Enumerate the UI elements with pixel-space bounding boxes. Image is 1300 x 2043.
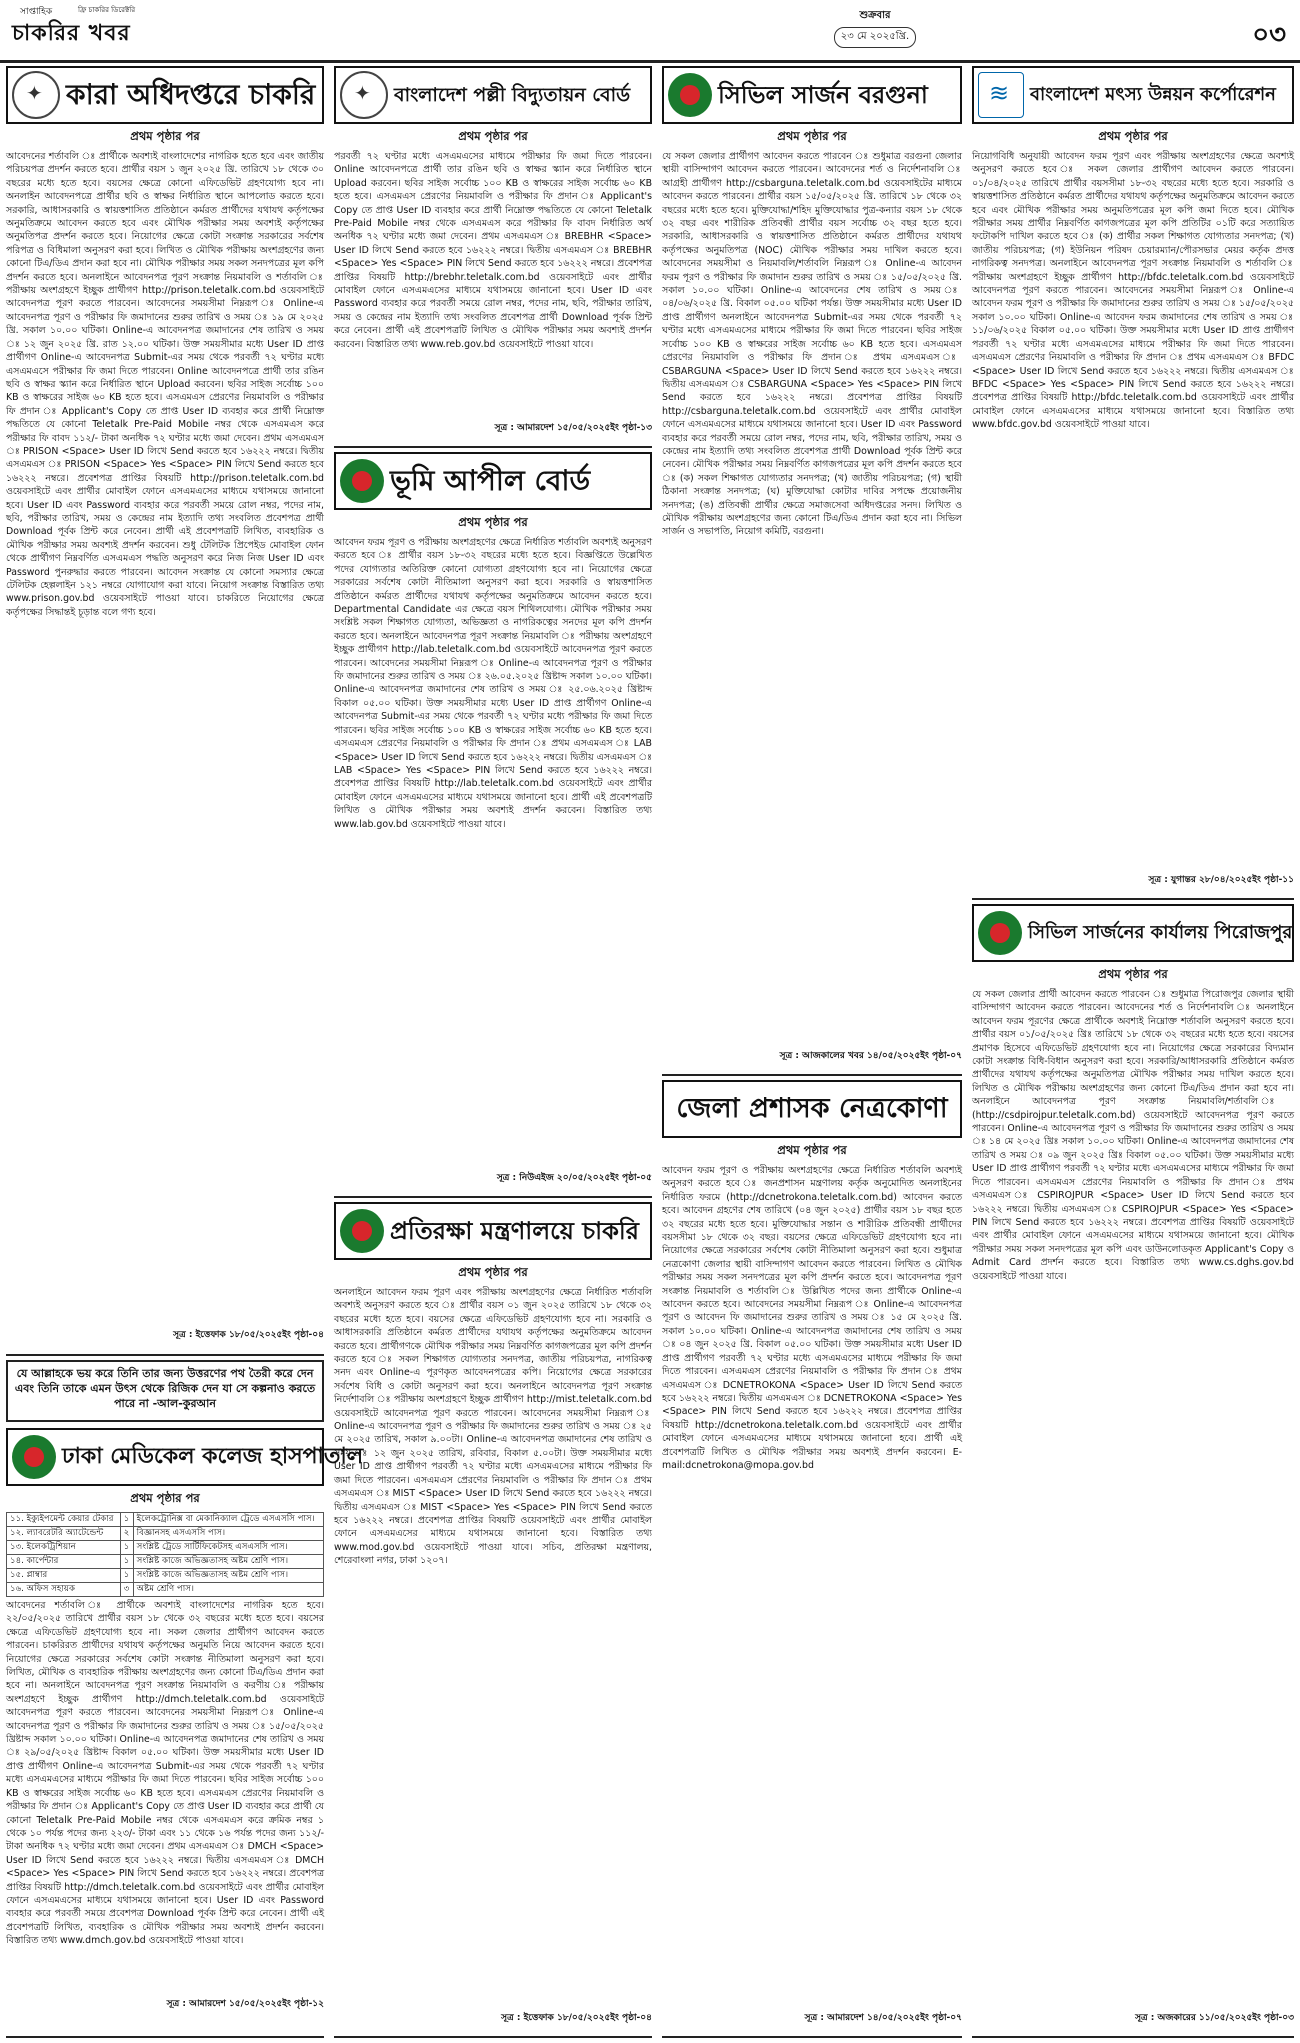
article-title: সিভিল সার্জন বরগুনা [718,81,928,109]
article-title: সিভিল সার্জনের কার্যালয় পিরোজপুর [1028,922,1293,943]
section-label: প্রথম পৃষ্ঠার পর [130,129,200,143]
article-body: যে সকল জেলার প্রার্থীগণ আবেদন করতে পারবেন ঃ শুধুমাত্র বরগুনা জেলার স্থায়ী বাসিন্দাগণ আবেদন করতে পারবেন। আবেদনের শর্ত ও নির্দেশনাবলি ঃ আগ্রহী প্রার্থীগণ http://csbarguna.teletalk.com.bd ওয়েবসাইটের মাধ্যমে আবেদন করতে পারবেন। প্রার্থীর বয়স ১৫/০৫/২০২৫ খ্রি. তারিখে ১৮ থেকে ৩২ বছরের মধ্যে হতে হবে। মুক্তিযোদ্ধা/শহিদ মুক্তিযোদ্ধার পুত্র-কন্যার বয়স ১৮ থেকে ৩২ বছর এবং শারীরিক প্রতিবন্ধী প্রার্থীর বয়স সর্বোচ্চ ৩২ বছর হতে হবে। সরকারি, আধাসরকারি ও স্বায়ত্তশাসিত প্রতিষ্ঠানে কর্মরত প্রার্থীদের যথাযথ কর্তৃপক্ষের অনুমতিপত্র (NOC) মৌখিক পরীক্ষার সময় দাখিল করতে হবে। আবেদনের সময়সীমা ও নিয়মাবলি/শর্তাবলি নিম্নরূপ ঃ Online-এ আবেদন ফরম পূরণ ও পরীক্ষার ফি জমাদান শুরুর তারিখ ও সময় ঃ ১৫/০৫/২০২৫ খ্রি. সকাল ১০.০০ ঘটিকা। Online-এ আবেদনের শেষ তারিখ ও সময় ঃ ০৪/০৬/২০২৫ খ্রি. বিকাল ০৫.০০ ঘটিকা পর্যন্ত। উক্ত সময়সীমার মধ্যে User ID প্রাপ্ত প্রার্থীগণ অনলাইনে আবেদনপত্র Submit-এর সময় থেকে পরবর্তী ৭২ ঘণ্টার মধ্যে এসএমএসের মাধ্যমে পরীক্ষার ফি জমা দিতে পারবেন। ছবির সাইজ সর্বোচ্চ ১০০ KB ও স্বাক্ষরের সাইজ সর্বোচ্চ ৬০ KB হতে হবে। এসএমএস প্রেরণের নিয়মাবলি ও পরীক্ষার ফি প্রদান ঃ প্রথম এসএমএস ঃ CSBARGUNA <Space> User ID লিখে Send করতে হবে ১৬২২২ নম্বরে। দ্বিতীয় এসএমএস ঃ CSBARGUNA <Space> Yes <Space> PIN লিখে Send করতে হবে ১৬২২২ নম্বরে। প্রবেশপত্র প্রাপ্তির বিষয়টি http://csbarguna.teletalk.com.bd ওয়েবসাইটে এবং প্রার্থীর মোবাইল ফোনে এসএমএসের মাধ্যমে যথাসময়ে জানানো হবে। User ID এবং Password ব্যবহার করে পরবর্তী সময়ে রোল নম্বর, পদের নাম, ছবি, পরীক্ষার তারিখ, সময় ও কেন্দ্রের নাম ইত্যাদি তথ্য সংবলিত প্রবেশপত্র প্রার্থী Download পূর্বক প্রিন্ট করে নেবেন। মৌখিক পরীক্ষার সময় নিম্নবর্ণিত কাগজপত্রের মূল কপি প্রদর্শন করতে হবে ঃ (ক) সকল শিক্ষাগত যোগ্যতার সনদপত্র; (খ) জাতীয় পরিচয়পত্র; (গ) স্থায়ী ঠিকানা সংক্রান্ত সনদপত্র; (ঘ) মুক্তিযোদ্ধা কোটার দাবির সপক্ষে প্রয়োজনীয় সনদপত্র; (ঙ) প্রতিবন্ধী প্রার্থীর ক্ষেত্রে সমাজসেবা অধিদপ্তরের সনদ। লিখিত ও মৌখিক পরীক্ষায় অংশগ্রহণের জন্য কোনো টিএ/ডিএ প্রদান করা হবে না। সিভিল সার্জন ও সভাপতি, নিয়োগ কমিটি, বরগুনা। [662,151,962,538]
section-label: প্রথম পৃষ্ঠার পর [458,129,528,143]
article-source: সূত্র : ইত্তেফাক ১৮/০৫/২০২৫ইং পৃষ্ঠা-০৪ [173,1330,324,1340]
govt-seal-icon [340,1209,384,1253]
breb-logo-icon [340,71,388,119]
article-bfdc [972,66,1294,900]
article-title: ঢাকা মেডিকেল কলেজ হাসপাতাল [62,1444,364,1469]
brand-title: চাকরির খবর [12,21,131,46]
article-header [972,904,1294,962]
table-cell: ১৩. ইলেকট্রিশিয়ান [7,1541,121,1555]
govt-seal-icon [12,1435,56,1479]
emblem-icon [12,71,60,119]
article-dmch [6,1428,364,2038]
govt-seal-icon [340,459,384,503]
article-body: আবেদন ফরম পূরণ ও পরীক্ষায় অংশগ্রহণের ক্ষেত্রে নির্ধারিত শর্তাবলি অবশ্যই অনুসরণ করতে হবে ঃ জনপ্রশাসন মন্ত্রণালয় কর্তৃক অনুমোদিত অনলাইনের নির্ধারিত ফরমে (http://dcnetrokona.teletalk.com.bd) আবেদন করতে হবে। আবেদন গ্রহণের শেষ তারিখে (০৪ জুন ২০২৫) প্রার্থীর বয়স ১৮ বছর হতে ৩২ বছরের মধ্যে হতে হবে। মুক্তিযোদ্ধার সন্তান ও শারীরিক প্রতিবন্ধী প্রার্থীদের বয়সসীমা ১৮ থেকে ৩২ বছর। বয়সের ক্ষেত্রে এফিডেভিট গ্রহণযোগ্য হবে না। নিয়োগের ক্ষেত্রে সরকারের সর্বশেষ কোটা নীতিমালা অনুসরণ করা হবে। শুধুমাত্র নেত্রকোণা জেলার স্থায়ী বাসিন্দাগণ আবেদন করতে পারবেন। লিখিত ও মৌখিক পরীক্ষার সময় সকল সনদপত্রের মূল কপি প্রদর্শন করতে হবে। আবেদনপত্র পূরণ সংক্রান্ত নিয়মাবলি ও শর্তাবলি ঃ উল্লিখিত পদের জন্য প্রার্থীকে Online-এ আবেদন করতে হবে। আবেদনের সময়সীমা নিম্নরূপ ঃ Online-এ আবেদনপত্র পূরণ ও আবেদন ফি জমাদানের শুরুর তারিখ ও সময় ঃ ১৫ মে ২০২৫ খ্রি. সকাল ১০.০০ ঘটিকা। Online-এ আবেদনপত্র জমাদানের শেষ তারিখ ও সময় ঃ ০৪ জুন ২০২৫ খ্রি. বিকাল ০৫.০০ ঘটিকা। উক্ত সময়সীমার মধ্যে User ID প্রাপ্ত প্রার্থীগণ পরবর্তী ৭২ ঘণ্টার মধ্যে এসএমএসের মাধ্যমে পরীক্ষার ফি জমা দিতে পারবেন। এসএমএস প্রেরণের নিয়মাবলি ও পরীক্ষার ফি প্রদান ঃ প্রথম এসএমএস ঃ DCNETROKONA <Space> User ID লিখে Send করতে হবে ১৬২২২ নম্বরে। দ্বিতীয় এসএমএস ঃ DCNETROKONA <Space> Yes <Space> PIN লিখে Send করতে হবে ১৬২২২ নম্বরে। প্রবেশপত্র প্রাপ্তির বিষয়টি http://dcnetrokona.teletalk.com.bd ওয়েবসাইটে এবং প্রার্থীর মোবাইল ফোনে এসএমএসের মাধ্যমে যথাসময়ে জানানো হবে। প্রার্থী এই প্রবেশপত্রটি লিখিত ও মৌখিক পরীক্ষার সময় অবশ্যই প্রদর্শন করবেন। E-mail:dcnetrokona@mopa.gov.bd [662,1165,962,1471]
masthead [0,0,1300,63]
table-cell: বিজ্ঞানসহ এসএসসি পাস। [133,1527,323,1541]
article-header [662,66,962,124]
table-cell: ১৫. প্লাম্বার [7,1569,121,1583]
article-source: সূত্র : আমারদেশ ১৫/০৫/২০২৫ইং পৃষ্ঠা-১৩ [494,423,652,433]
article-title: প্রতিরক্ষা মন্ত্রণালয়ে চাকরি [390,1217,640,1245]
section-label: প্রথম পৃষ্ঠার পর [130,1491,200,1505]
article-title: ভূমি আপীল বোর্ড [390,464,591,497]
table-cell: ১ [120,1541,133,1555]
table-cell: ১২. ল্যাবরেটরি অ্যাটেন্ডেন্ট [7,1527,121,1541]
page-number: ০৩ [1252,20,1286,50]
article-source: সূত্র : আমারদেশ ১৫/০৫/২০২৫ইং পৃষ্ঠা-১২ [166,1999,324,2009]
table-row [7,1541,324,1555]
fish-logo-icon [978,72,1024,118]
table-cell: ১ [120,1513,133,1527]
table-cell: ৩ [120,1583,133,1597]
brand-logo [8,2,178,54]
weekly-label: সাপ্তাহিক [20,7,53,17]
issue-day: শুক্রবার [859,10,891,21]
govt-seal-icon [978,911,1022,955]
article-source: সূত্র : নিউএইজ ২০/০৫/২০২৫ইং পৃষ্ঠা-০৫ [496,1173,652,1183]
article-header [334,1202,652,1260]
article-source: সূত্র : অজকারের ১১/০৫/২০২৫ইং পৃষ্ঠা-০৩ [1135,2013,1294,2023]
article-source: সূত্র : আজকালের খবর ১৪/০৫/২০২৫ইং পৃষ্ঠা-০৭ [779,1051,962,1061]
section-label: প্রথম পৃষ্ঠার পর [458,515,528,529]
table-cell: অষ্টম শ্রেণি পাস। [133,1583,323,1597]
article-kara [6,66,324,1356]
article-title: বাংলাদেশ মৎস্য উন্নয়ন কর্পোরেশন [1030,84,1276,105]
article-body: নিয়োগবিধি অনুযায়ী আবেদন ফরম পূরণ এবং পরীক্ষায় অংশগ্রহণের ক্ষেত্রে অবশ্যই অনুসরণ করতে হবে ঃ সকল জেলার প্রার্থীগণ আবেদন করতে পারবেন। ০১/০৪/২০২৫ তারিখে প্রার্থীর বয়সসীমা ১৮-৩২ বছরের মধ্যে হতে হবে। সরকারি ও স্বায়ত্তশাসিত প্রতিষ্ঠানে কর্মরত প্রার্থীদের যথাযথ কর্তৃপক্ষের অনুমতিক্রমে আবেদন করতে হবে এবং মৌখিক পরীক্ষার সময় অনুমতিপত্রের মূল কপি জমা দিতে হবে। মৌখিক পরীক্ষার সময় প্রার্থীর নিম্নবর্ণিত কাগজপত্রের মূল কপি প্রতিটির ০১টি করে সত্যায়িত ফটোকপি দাখিল করতে হবে ঃ (ক) প্রার্থীর সকল শিক্ষাগত যোগ্যতার সনদপত্র; (খ) জাতীয় পরিচয়পত্র; (গ) ইউনিয়ন পরিষদ চেয়ারম্যান/পৌরসভার মেয়র কর্তৃক প্রদত্ত নাগরিকত্ব সনদপত্র। অনলাইনে আবেদনপত্র পূরণ সংক্রান্ত নিয়মাবলি ও শর্তাবলি ঃ পরীক্ষায় অংশগ্রহণে ইচ্ছুক প্রার্থীগণ http://bfdc.teletalk.com.bd ওয়েবসাইটে আবেদনপত্র পূরণ করতে পারবেন। আবেদনের সময়সীমা নিম্নরূপ ঃ Online-এ আবেদন ফরম পূরণ ও পরীক্ষার ফি জমাদানের শুরুর তারিখ ও সময় ঃ ১৫/০৫/২০২৫ সকাল ১০.০০ ঘটিকা। Online-এ আবেদন ফরম জমাদানের শেষ তারিখ ও সময় ঃ ১১/০৬/২০২৫ বিকাল ০৫.০০ ঘটিকা। উক্ত সময়সীমার মধ্যে User ID প্রাপ্ত প্রার্থীগণ পরবর্তী ৭২ ঘণ্টার মধ্যে এসএমএসের মাধ্যমে পরীক্ষার ফি জমা দিতে পারবেন। এসএমএস প্রেরণের নিয়মাবলি ও পরীক্ষার ফি প্রদান ঃ প্রথম এসএমএস ঃ BFDC <Space> User ID লিখে Send করতে হবে ১৬২২২ নম্বরে। দ্বিতীয় এসএমএস ঃ BFDC <Space> Yes <Space> PIN লিখে Send করতে হবে ১৬২২২ নম্বরে। প্রবেশপত্র প্রাপ্তির বিষয়টি http://bfdc.teletalk.com.bd ওয়েবসাইটে এবং প্রার্থীর মোবাইল ফোনে এসএমএসের মাধ্যমে যথাসময়ে জানানো হবে। বিস্তারিত তথ্য www.bfdc.gov.bd ওয়েবসাইটে পাওয়া যাবে। [972,151,1294,431]
article-header [6,1428,364,1486]
table-row [7,1583,324,1597]
article-pirojpur [972,904,1294,2038]
section-label: প্রথম পৃষ্ঠার পর [1098,129,1168,143]
article-body: পরবর্তী ৭২ ঘণ্টার মধ্যে এসএমএসের মাধ্যমে পরীক্ষার ফি জমা দিতে পারবেন। Online আবেদনপত্রে প্রার্থী তার রঙিন ছবি ও স্বাক্ষর স্ক্যান করে নির্ধারিত স্থানে Upload করবেন। ছবির সাইজ সর্বোচ্চ ১০০ KB ও স্বাক্ষরের সাইজ সর্বোচ্চ ৬০ KB হতে হবে। এসএমএস প্রেরণের নিয়মাবলি ও পরীক্ষার ফি প্রদান ঃ Applicant's Copy তে প্রাপ্ত User ID ব্যবহার করে প্রার্থী নিম্নোক্ত পদ্ধতিতে যে কোনো Teletalk Pre-Paid Mobile নম্বর থেকে এসএমএস করে পরীক্ষার ফি বাবদ নির্ধারিত অর্থ অনধিক ৭২ ঘণ্টার মধ্যে জমা দেবেন। প্রথম এসএমএস ঃ BREBHR <Space> User ID লিখে Send করতে হবে ১৬২২২ নম্বরে। দ্বিতীয় এসএমএস ঃ BREBHR <Space> Yes <Space> PIN লিখে Send করতে হবে ১৬২২২ নম্বরে। প্রবেশপত্র প্রাপ্তির বিষয়টি http://brebhr.teletalk.com.bd ওয়েবসাইটে এবং প্রার্থীর মোবাইল ফোনে এসএমএসের মাধ্যমে যথাসময়ে জানানো হবে। User ID এবং Password ব্যবহার করে পরবর্তী সময়ে রোল নম্বর, পদের নাম, ছবি, পরীক্ষার তারিখ, সময় ও কেন্দ্রের নাম ইত্যাদি তথ্য সংবলিত প্রবেশপত্র প্রার্থী Download পূর্বক প্রিন্ট করে নেবেন। প্রার্থী এই প্রবেশপত্রটি লিখিত ও মৌখিক পরীক্ষার সময় অবশ্যই প্রদর্শন করবেন। বিস্তারিত তথ্য www.reb.gov.bd ওয়েবসাইটে পাওয়া যাবে। [334,151,652,350]
article-body: আবেদনের শর্তাবলি ঃ প্রার্থীকে অবশ্যই বাংলাদেশের নাগরিক হতে হবে। ২২/০৫/২০২৫ তারিখে প্রার্থীর বয়স ১৮ থেকে ৩২ বছরের মধ্যে হতে হবে। বয়সের ক্ষেত্রে এফিডেভিট গ্রহণযোগ্য হবে না। সকল জেলার প্রার্থীগণ আবেদন করতে পারবেন। চাকরিরত প্রার্থীদের যথাযথ কর্তৃপক্ষের অনুমতি নিয়ে আবেদন করতে হবে। নিয়োগের ক্ষেত্রে সরকারের সর্বশেষ কোটা সংক্রান্ত নীতিমালা অনুসরণ করা হবে। লিখিত, মৌখিক ও ব্যবহারিক পরীক্ষায় অংশগ্রহণের জন্য কোনো টিএ/ডিএ প্রদান করা হবে না। অনলাইনে আবেদনপত্র পূরণ সংক্রান্ত নিয়মাবলি ও করণীয় ঃ পরীক্ষায় অংশগ্রহণে ইচ্ছুক প্রার্থীগণ http://dmch.teletalk.com.bd ওয়েবসাইটে আবেদনপত্র পূরণ করতে পারবেন। আবেদনের সময়সীমা নিম্নরূপ ঃ Online-এ আবেদনপত্র পূরণ ও পরীক্ষার ফি জমাদানের শুরুর তারিখ ও সময় ঃ ১৫/০৫/২০২৫ খ্রিষ্টাব্দ সকাল ১০.০০ ঘটিকা। Online-এ আবেদনপত্র জমাদানের শেষ তারিখ ও সময় ঃ ২৯/০৫/২০২৫ খ্রিষ্টাব্দ বিকাল ০৫.০০ ঘটিকা। উক্ত সময়সীমার মধ্যে User ID প্রাপ্ত প্রার্থীগণ Online-এ আবেদনপত্র Submit-এর সময় থেকে পরবর্তী ৭২ ঘণ্টার মধ্যে এসএমএসের মাধ্যমে পরীক্ষার ফি জমা দিতে পারবেন। ছবির সাইজ সর্বোচ্চ ১০০ KB ও স্বাক্ষরের সাইজ সর্বোচ্চ ৬০ KB হতে হবে। এসএমএস প্রেরণের নিয়মাবলি ও পরীক্ষার ফি প্রদান ঃ Applicant's Copy তে প্রাপ্ত User ID ব্যবহার করে প্রার্থী যে কোনো Teletalk Pre-Paid Mobile নম্বর থেকে এসএমএস করে ক্রমিক নম্বর ১ থেকে ১০ পর্যন্ত পদের জন্য ২২৩/- টাকা এবং ১১ থেকে ১৬ পর্যন্ত পদের জন্য ১১২/- টাকা অনধিক ৭২ ঘণ্টার মধ্যে জমা দেবেন। প্রথম এসএমএস ঃ DMCH <Space> User ID লিখে Send করতে হবে ১৬২২২ নম্বরে। দ্বিতীয় এসএমএস ঃ DMCH <Space> Yes <Space> PIN লিখে Send করতে হবে ১৬২২২ নম্বরে। প্রবেশপত্র প্রাপ্তির বিষয়টি http://dmch.teletalk.com.bd ওয়েবসাইটে এবং প্রার্থীর মোবাইল ফোনে এসএমএসের মাধ্যমে যথাসময়ে জানানো হবে। User ID এবং Password ব্যবহার করে পরবর্তী সময়ে প্রবেশপত্র Download পূর্বক প্রিন্ট করে নেবেন। প্রার্থী এই প্রবেশপত্রটি লিখিত, ব্যবহারিক ও মৌখিক পরীক্ষার সময় অবশ্যই প্রদর্শন করবেন। বিস্তারিত তথ্য www.dmch.gov.bd ওয়েবসাইটে পাওয়া যাবে। [6,1600,324,1947]
article-header [334,452,652,510]
article-bhumi [334,452,652,1198]
section-label: প্রথম পৃষ্ঠার পর [777,129,847,143]
table-cell: ১ [120,1569,133,1583]
article-body: যে সকল জেলার প্রার্থী আবেদন করতে পারবেন ঃ শুধুমাত্র পিরোজপুর জেলার স্থায়ী বাসিন্দাগণ আবেদন করতে পারবেন। আবেদনের শর্ত ও নির্দেশনাবলি ঃ অনলাইনে আবেদন ফরম পূরণের ক্ষেত্রে প্রার্থীকে অবশ্যই নিম্নোক্ত শর্তাবলি অনুসরণ করতে হবে। প্রার্থীর বয়স ০১/০৫/২০২৫ খ্রিঃ তারিখে ১৮ থেকে ৩২ বছরের মধ্যে হতে হবে। বয়সের প্রমাণক হিসেবে এফিডেভিট গ্রহণযোগ্য হবে না। নিয়োগের ক্ষেত্রে সরকারের বিদ্যমান কোটা সংক্রান্ত বিধি-বিধান অনুসরণ করা হবে। সরকারি/আধাসরকারি প্রতিষ্ঠানে কর্মরত প্রার্থীদের যথাযথ কর্তৃপক্ষের অনুমতিপত্র মৌখিক পরীক্ষার সময় দাখিল করতে হবে। লিখিত ও মৌখিক পরীক্ষায় অংশগ্রহণের জন্য কোনো টিএ/ডিএ প্রদান করা হবে না। অনলাইনে আবেদনপত্র পূরণ সংক্রান্ত নিয়মাবলি/শর্তাবলি ঃ (http://csdpirojpur.teletalk.com.bd) ওয়েবসাইটে আবেদনপত্র পূরণ করতে পারবেন। Online-এ আবেদনপত্র পূরণ ও পরীক্ষার ফি জমাদানের শুরুর তারিখ ও সময় ঃ ১৪ মে ২০২৫ খ্রিঃ সকাল ১০.০০ ঘটিকা। Online-এ আবেদনপত্র জমাদানের শেষ তারিখ ও সময় ঃ ০৯ জুন ২০২৫ খ্রিঃ বিকাল ০৫.০০ ঘটিকা। উক্ত সময়সীমার মধ্যে User ID প্রাপ্ত প্রার্থীগণ পরবর্তী ৭২ ঘণ্টার মধ্যে এসএমএসের মাধ্যমে পরীক্ষার ফি জমা দিতে পারবেন। এসএমএস প্রেরণের নিয়মাবলি ও পরীক্ষার ফি প্রদান ঃ প্রথম এসএমএস ঃ CSPIROJPUR <Space> User ID লিখে Send করতে হবে ১৬২২২ নম্বরে। দ্বিতীয় এসএমএস ঃ CSPIROJPUR <Space> Yes <Space> PIN লিখে Send করতে হবে ১৬২২২ নম্বরে। প্রবেশপত্র প্রাপ্তির বিষয়টি ওয়েবসাইটে এবং প্রার্থীর মোবাইল ফোনে এসএমএসের মাধ্যমে যথাসময়ে জানানো হবে। মৌখিক পরীক্ষার সময় সকল সনদপত্রের মূল কপি এবং ডাউনলোডকৃত Applicant's Copy ও Admit Card প্রদর্শন করতে হবে। বিস্তারিত তথ্য www.cs.dghs.gov.bd ওয়েবসাইটে পাওয়া যাবে। [972,989,1294,1282]
article-title: জেলা প্রশাসক নেত্রকোণা [676,1093,948,1124]
article-header [972,66,1294,124]
section-label: প্রথম পৃষ্ঠার পর [777,1143,847,1157]
table-cell: ১৬. অফিস সহায়ক [7,1583,121,1597]
post-table [6,1512,324,1597]
article-barguna [662,66,962,1076]
article-header [6,66,324,124]
table-row [7,1527,324,1541]
article-source: সূত্র : ইত্তেফাক ১৮/০৫/২০২৫ইং পৃষ্ঠা-০৪ [501,2013,652,2023]
table-cell: ১৪. কার্পেন্টার [7,1555,121,1569]
article-header [662,1080,962,1138]
article-body: অনলাইনে আবেদন ফরম পূরণ এবং পরীক্ষায় অংশগ্রহণের ক্ষেত্রে নির্ধারিত শর্তাবলি অবশ্যই অনুসরণ করতে হবে ঃ প্রার্থীর বয়স ০১ জুন ২০২৫ তারিখে ১৮ থেকে ৩২ বছরের মধ্যে হতে হবে। বয়সের ক্ষেত্রে এফিডেভিট গ্রহণযোগ্য হবে না। সরকারি ও আধাসরকারি প্রতিষ্ঠানে কর্মরত প্রার্থীদের যথাযথ কর্তৃপক্ষের অনুমতিক্রমে আবেদন করতে হবে। প্রার্থীগণকে মৌখিক পরীক্ষার সময় নিম্নবর্ণিত কাগজপত্রের মূল কপি প্রদর্শন করতে হবে ঃ সকল শিক্ষাগত যোগ্যতার সনদপত্র, জাতীয় পরিচয়পত্র, নাগরিকত্ব সনদ এবং Online-এ পূরণকৃত আবেদনপত্রের কপি। নিয়োগের ক্ষেত্রে সরকারের সর্বশেষ বিধি ও কোটা অনুসরণ করা হবে। অনলাইনে আবেদনপত্র পূরণ সংক্রান্ত নির্দেশাবলি ঃ পরীক্ষায় অংশগ্রহণে ইচ্ছুক প্রার্থীগণ http://mist.teletalk.com.bd ওয়েবসাইটে আবেদনপত্র পূরণ করতে পারবেন। আবেদনের সময়সীমা নিম্নরূপ ঃ Online-এ আবেদনপত্র পূরণ ও পরীক্ষার ফি জমাদানের শুরুর তারিখ ও সময় ঃ ২৫ মে ২০২৫ তারিখ, সকাল ৯.০০টা। Online-এ আবেদনপত্র জমাদানের শেষ তারিখ ও সময় ঃ ১২ জুন ২০২৫ তারিখ, রবিবার, বিকাল ৫.০০টা। উক্ত সময়সীমার মধ্যে User ID প্রাপ্ত প্রার্থীগণ পরবর্তী ৭২ ঘণ্টার মধ্যে এসএমএসের মাধ্যমে পরীক্ষার ফি জমা দিতে পারবেন। এসএমএস প্রেরণের নিয়মাবলি ও পরীক্ষার ফি প্রদান ঃ প্রথম এসএমএস ঃ MIST <Space> User ID লিখে Send করতে হবে ১৬২২২ নম্বরে। দ্বিতীয় এসএমএস ঃ MIST <Space> Yes <Space> PIN লিখে Send করতে হবে ১৬২২২ নম্বরে। প্রবেশপত্র প্রাপ্তির বিষয়টি ওয়েবসাইটে এবং প্রার্থীর মোবাইল ফোনে এসএমএসের মাধ্যমে যথাসময়ে জানানো হবে। বিস্তারিত তথ্য www.mod.gov.bd ওয়েবসাইটে পাওয়া যাবে। সচিব, প্রতিরক্ষা মন্ত্রণালয়, শেরেবাংলা নগর, ঢাকা ১২০৭। [334,1287,652,1567]
article-mod [334,1202,652,2038]
article-header [334,66,652,124]
table-cell: ১১. ইক্যুইপমেন্ট কেয়ার টেকার [7,1513,121,1527]
section-label: প্রথম পৃষ্ঠার পর [458,1265,528,1279]
table-cell: সংশ্লিষ্ট কাজে অভিজ্ঞতাসহ অষ্টম শ্রেণি পাস। [133,1555,323,1569]
table-row [7,1569,324,1583]
issue-date [800,8,950,44]
table-cell: সংশ্লিষ্ট কাজে অভিজ্ঞতাসহ অষ্টম শ্রেণি পাস। [133,1569,323,1583]
table-row [7,1513,324,1527]
article-body: আবেদনের শর্তাবলি ঃ প্রার্থীকে অবশ্যই বাংলাদেশের নাগরিক হতে হবে এবং জাতীয় পরিচয়পত্র প্রদর্শন করতে হবে। প্রার্থীর বয়স ১ জুন ২০২৫ খ্রি. তারিখে ১৮ থেকে ৩০ বছরের মধ্যে হতে হবে। বয়সের ক্ষেত্রে কোনো এফিডেভিট গ্রহণযোগ্য হবে না। অনলাইন আবেদনপত্রে প্রার্থীর ছবি ও স্বাক্ষর নির্ধারিত স্থানে আপলোড করতে হবে। সরকারি, আধাসরকারি ও স্বায়ত্তশাসিত প্রতিষ্ঠানে কর্মরত প্রার্থীদের যথাযথ কর্তৃপক্ষের অনুমতিক্রমে আবেদন করতে হবে এবং মৌখিক পরীক্ষার সময় অবশ্যই কর্তৃপক্ষের অনুমতিপত্র প্রদর্শন করতে হবে। নিয়োগের ক্ষেত্রে কোটা সংক্রান্ত সরকারের সর্বশেষ পরিপত্র ও বিধিমালা অনুসরণ করা হবে। লিখিত ও মৌখিক পরীক্ষায় অংশগ্রহণের জন্য কোনো টিএ/ডিএ প্রদান করা হবে না। মৌখিক পরীক্ষার সময় সকল সনদপত্রের মূল কপি প্রদর্শন করতে হবে। অনলাইনে আবেদনপত্র পূরণ সংক্রান্ত নিয়মাবলি ও শর্তাবলি ঃ পরীক্ষায় অংশগ্রহণে ইচ্ছুক প্রার্থীগণ http://prison.teletalk.com.bd ওয়েবসাইটে আবেদনপত্র পূরণ করতে পারবেন। আবেদনের সময়সীমা নিম্নরূপ ঃ Online-এ আবেদনপত্র পূরণ ও পরীক্ষার ফি জমাদানের শুরুর তারিখ ও সময় ঃ ১৯ মে ২০২৫ খ্রি. সকাল ১০.০০ ঘটিকা। Online-এ আবেদনপত্র জমাদানের শেষ তারিখ ও সময় ঃ ১২ জুন ২০২৫ খ্রি. রাত ১২.০০ ঘটিকা। উক্ত সময়সীমার মধ্যে User ID প্রাপ্ত প্রার্থীগণ Online-এ আবেদনপত্র Submit-এর সময় থেকে পরবর্তী ৭২ ঘণ্টার মধ্যে এসএমএসে পরীক্ষার ফি জমা দিতে পারবেন। Online আবেদনপত্রে প্রার্থী তার রঙিন ছবি ও স্বাক্ষর স্ক্যান করে নির্ধারিত স্থানে Upload করবেন। ছবির সাইজ সর্বোচ্চ ১০০ KB ও স্বাক্ষরের সাইজ ৬০ KB হতে হবে। এসএমএস প্রেরণের নিয়মাবলি ও পরীক্ষার ফি প্রদান ঃ Applicant's Copy তে প্রাপ্ত User ID ব্যবহার করে প্রার্থী নিম্নোক্ত পদ্ধতিতে যে কোনো Teletalk Pre-Paid Mobile নম্বর থেকে এসএমএস করে পরীক্ষার ফি বাবদ ১১২/- টাকা অনধিক ৭২ ঘণ্টার মধ্যে জমা দেবেন। প্রথম এসএমএস ঃ PRISON <Space> User ID লিখে Send করতে হবে ১৬২২২ নম্বরে। দ্বিতীয় এসএমএস ঃ PRISON <Space> Yes <Space> PIN লিখে Send করতে হবে ১৬২২২ নম্বরে। প্রবেশপত্র প্রাপ্তির বিষয়টি http://prison.teletalk.com.bd ওয়েবসাইটে এবং প্রার্থীর মোবাইল ফোনে এসএমএসের মাধ্যমে যথাসময়ে জানানো হবে। User ID এবং Password ব্যবহার করে পরবর্তী সময়ে রোল নম্বর, পদের নাম, ছবি, পরীক্ষার তারিখ, সময় ও কেন্দ্রের নাম ইত্যাদি তথ্য সংবলিত প্রবেশপত্র প্রার্থী Download পূর্বক প্রিন্ট করে নেবেন। প্রার্থী এই প্রবেশপত্রটি লিখিত, ব্যবহারিক ও মৌখিক পরীক্ষার সময় অবশ্যই প্রদর্শন করবেন। শুধু টেলিটক প্রিপেইড মোবাইল ফোন থেকে প্রার্থীগণ নিম্নবর্ণিত এসএমএস পদ্ধতি অনুসরণ করে নিজ নিজ User ID এবং Password পুনরুদ্ধার করতে পারবেন। আবেদন সংক্রান্ত যে কোনো সমস্যার ক্ষেত্রে টেলিটক হেল্পলাইন ১২১ নম্বরে যোগাযোগ করা যাবে। নিয়োগ সংক্রান্ত বিস্তারিত তথ্য www.prison.gov.bd ওয়েবসাইটে পাওয়া যাবে। চাকরিতে নিয়োগের ক্ষেত্রে কর্তৃপক্ষের সিদ্ধান্তই চূড়ান্ত বলে গণ্য হবে। [6,151,324,618]
article-netrokona [662,1080,962,2038]
article-source: সূত্র : যুগান্তর ২৮/০৪/২০২৫ইং পৃষ্ঠা-১১ [1148,875,1294,885]
table-row [7,1555,324,1569]
table-cell: ইলেকট্রোনিক্স বা মেকানিক্যাল ট্রেডে এসএসসি পাস। [133,1513,323,1527]
brand-tagline: ফ্রি চাকরির ডিরেক্টরি [78,6,136,14]
article-body: আবেদন ফরম পূরণ ও পরীক্ষায় অংশগ্রহণের ক্ষেত্রে নির্ধারিত শর্তাবলি অবশ্যই অনুসরণ করতে হবে ঃ প্রার্থীর বয়স ১৮-৩২ বছরের মধ্যে হতে হবে। বিজ্ঞপ্তিতে উল্লেখিত পদের যোগ্যতার অতিরিক্ত কোনো যোগ্যতা গ্রহণযোগ্য হবে না। নিয়োগের ক্ষেত্রে সরকারের সর্বশেষ কোটা নীতিমালা অনুসরণ করা হবে। সরকারি ও স্বায়ত্তশাসিত প্রতিষ্ঠানে কর্মরত প্রার্থীদের যথাযথ কর্তৃপক্ষের অনুমতিক্রমে আবেদন করতে হবে। Departmental Candidate এর ক্ষেত্রে বয়স শিথিলযোগ্য। মৌখিক পরীক্ষার সময় সংশ্লিষ্ট সকল শিক্ষাগত যোগ্যতা, অভিজ্ঞতা ও নাগরিকত্বের সনদের মূল কপি প্রদর্শন করতে হবে। অনলাইনে আবেদনপত্র পূরণ সংক্রান্ত নিয়মাবলি ঃ পরীক্ষায় অংশগ্রহণে ইচ্ছুক প্রার্থীগণ http://lab.teletalk.com.bd ওয়েবসাইটে আবেদনপত্র পূরণ করতে পারবেন। আবেদনের সময়সীমা নিম্নরূপ ঃ Online-এ আবেদনপত্র পূরণ ও পরীক্ষার ফি জমাদানের শুরুর তারিখ ও সময় ঃ ২৬.০৫.২০২৫ খ্রিষ্টাব্দ সকাল ১০.০০ ঘটিকা। Online-এ আবেদনপত্র জমাদানের শেষ তারিখ ও সময় ঃ ২৫.০৬.২০২৫ খ্রিষ্টাব্দ বিকাল ০৫.০০ ঘটিকা। উক্ত সময়সীমার মধ্যে User ID প্রাপ্ত প্রার্থীগণ Online-এ আবেদনপত্র Submit-এর সময় থেকে পরবর্তী ৭২ ঘণ্টার মধ্যে পরীক্ষার ফি জমা দিতে পারবেন। ছবির সাইজ সর্বোচ্চ ১০০ KB ও স্বাক্ষরের সাইজ সর্বোচ্চ ৬০ KB হতে হবে। এসএমএস প্রেরণের নিয়মাবলি ও পরীক্ষার ফি প্রদান ঃ প্রথম এসএমএস ঃ LAB <Space> User ID লিখে Send করতে হবে ১৬২২২ নম্বরে। দ্বিতীয় এসএমএস ঃ LAB <Space> Yes <Space> PIN লিখে Send করতে হবে ১৬২২২ নম্বরে। প্রবেশপত্র প্রাপ্তির বিষয়টি http://lab.teletalk.com.bd ওয়েবসাইটে এবং প্রার্থীর মোবাইল ফোনে এসএমএসের মাধ্যমে যথাসময়ে জানানো হবে। প্রার্থী এই প্রবেশপত্রটি লিখিত ও মৌখিক পরীক্ষার সময় অবশ্যই প্রদর্শন করবেন। বিস্তারিত তথ্য www.lab.gov.bd ওয়েবসাইটে পাওয়া যাবে। [334,537,652,830]
table-cell: ১ [120,1555,133,1569]
issue-date-value: ২৩ মে ২০২৫খ্রি. [834,27,916,48]
govt-seal-icon [668,73,712,117]
section-label: প্রথম পৃষ্ঠার পর [1098,967,1168,981]
quote-box: যে আল্লাহকে ভয় করে তিনি তার জন্য উত্তরণের পথ তৈরী করে দেন এবং তিনি তাকে এমন উৎস থেকে রিজিক দেন যা সে কল্পনাও করতে পারে না -আল-কুরআন [6,1360,324,1422]
table-cell: সংশ্লিষ্ট ট্রেডে সার্টিফিকেটসহ এসএসসি পাস। [133,1541,323,1555]
article-breb [334,66,652,448]
table-cell: ২ [120,1527,133,1541]
article-title: বাংলাদেশ পল্লী বিদ্যুতায়ন বোর্ড [394,84,631,106]
article-title: কারা অধিদপ্তরে চাকরি [66,78,316,111]
article-source: সূত্র : আমারদেশ ১৪/০৫/২০২৫ইং পৃষ্ঠা-০৭ [804,2013,962,2023]
